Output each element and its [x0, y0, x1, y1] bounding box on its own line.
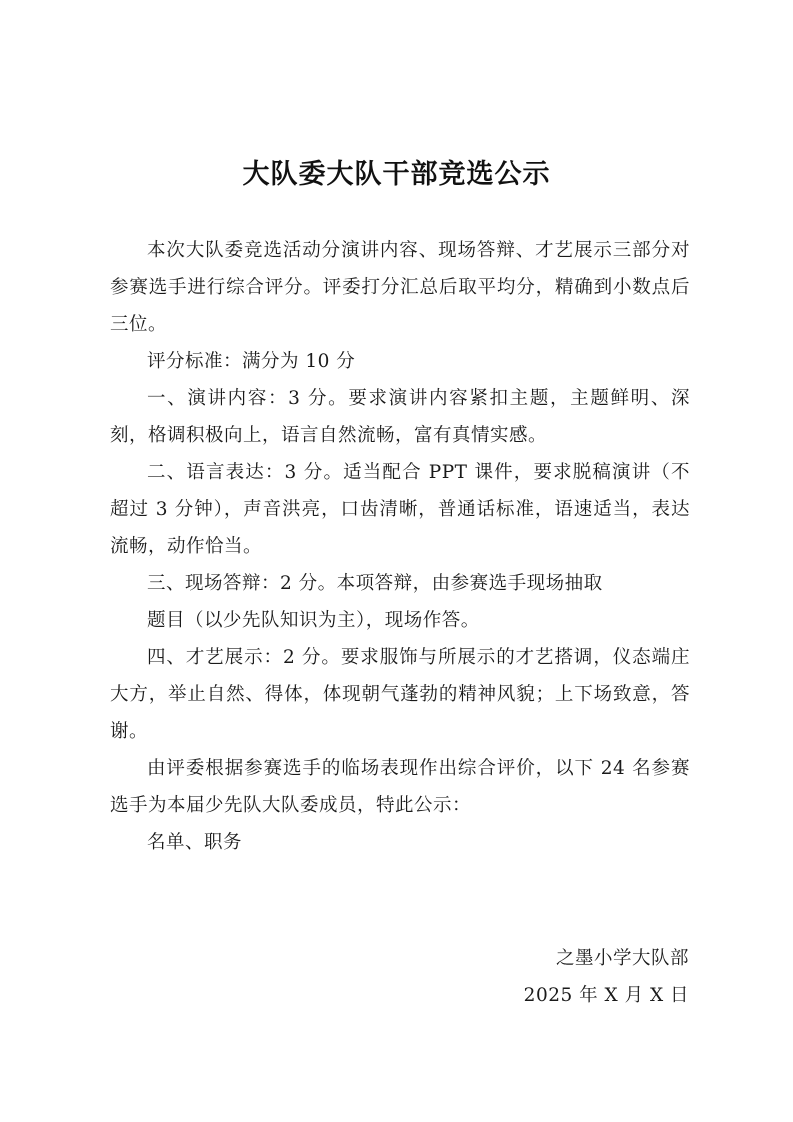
signature-organization: 之墨小学大队部: [555, 948, 689, 969]
paragraph-on-site-defense: 三、现场答辩：2 分。本项答辩，由参赛选手现场抽取: [147, 573, 603, 594]
paragraph-on-site-defense-cont: 题目（以少先队知识为主），现场作答。: [147, 610, 480, 631]
document-body: [110, 232, 690, 861]
paragraph-announcement: 由评委根据参赛选手的临场表现作出综合评价，以下 24 名参赛选手为本届少先队大队委成员，特此公示：: [110, 758, 690, 816]
paragraph-scoring-standard: 评分标准：满分为 10 分: [147, 351, 356, 372]
signature-date: 2025 年 X 月 X 日: [523, 985, 689, 1006]
paragraph-speech-content: 一、演讲内容：3 分。要求演讲内容紧扣主题，主题鲜明、深刻，格调积极向上，语言自然流畅，富有真情实感。: [110, 388, 690, 446]
paragraph-language-expression: 二、语言表达：3 分。适当配合 PPT 课件，要求脱稿演讲（不超过 3 分钟），声音洪亮，口齿清晰，普通话标准，语速适当，表达流畅，动作恰当。: [110, 462, 690, 557]
document-title: 大队委大队干部竞选公示: [242, 159, 551, 190]
paragraph-list-heading: 名单、职务: [147, 832, 243, 853]
paragraph-intro: 本次大队委竞选活动分演讲内容、现场答辩、才艺展示三部分对参赛选手进行综合评分。评委打分汇总后取平均分，精确到小数点后三位。: [110, 240, 690, 335]
paragraph-talent-show: 四、才艺展示：2 分。要求服饰与所展示的才艺搭调，仪态端庄大方，举止自然、得体，体现朝气蓬勃的精神风貌；上下场致意，答谢。: [110, 647, 690, 742]
